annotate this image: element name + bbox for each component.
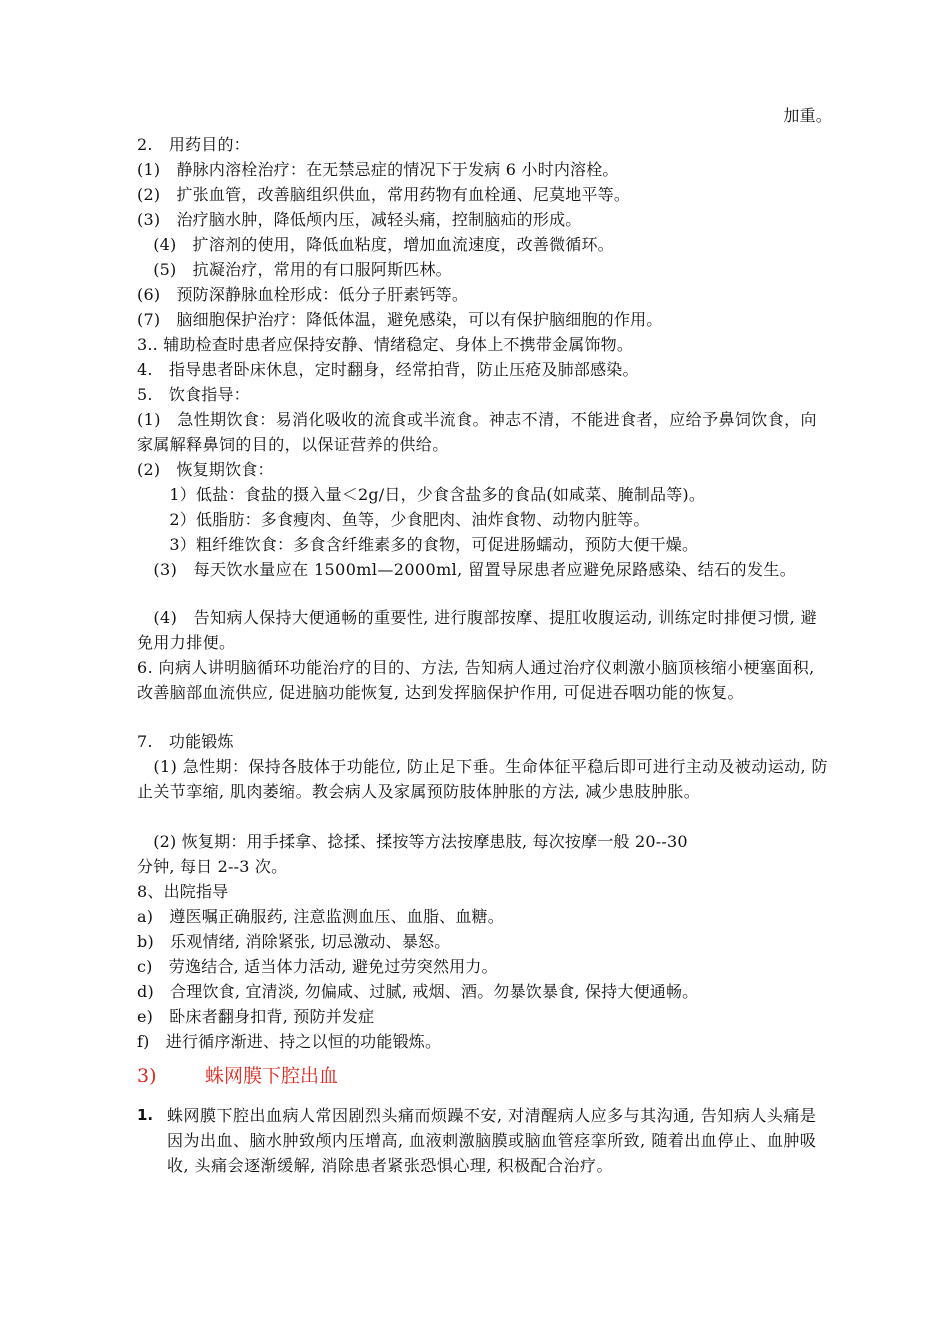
list-item: (1) 静脉内溶栓治疗：在无禁忌症的情况下于发病 6 小时内溶栓。 <box>137 160 619 179</box>
paragraph-text: 蛛网膜下腔出血病人常因剧烈头痛而烦躁不安, 对清醒病人应多与其沟通, 告知病人头痛是因为出血、脑水肿致颅内压增高, 血液刺激脑膜或脑血管痉挛所致, 随着出血停止、血肿吸收, 头痛会逐渐缓解, 消除患者紧张恐惧心理, 积极配合治疗。 <box>167 1106 817 1175</box>
list-item: 分钟, 每日 2--3 次。 <box>137 857 288 876</box>
list-item: f) 进行循序渐进、持之以恒的功能锻炼。 <box>137 1032 442 1051</box>
list-item: 1）低盐：食盐的摄入量＜2g/日，少食含盐多的食品(如咸菜、腌制品等)。 <box>137 485 706 504</box>
item-heading-exercise: 7. 功能锻炼 <box>137 732 234 751</box>
list-item: (2) 恢复期：用手揉拿、捻揉、揉按等方法按摩患肢, 每次按摩一般 20--30 <box>137 832 688 851</box>
list-item: 3）粗纤维饮食：多食含纤维素多的食物，可促进肠蠕动，预防大便干燥。 <box>137 535 699 554</box>
paragraph-acute-diet: (1) 急性期饮食：易消化吸收的流食或半流食。神志不清，不能进食者，应给予鼻饲饮食，向家属解释鼻饲的目的，以保证营养的供给。 <box>137 410 817 454</box>
paragraph-number: 1. <box>137 1106 154 1124</box>
item-heading-discharge: 8、出院指导 <box>137 882 229 901</box>
item-heading-diet: 5. 饮食指导： <box>137 385 250 404</box>
list-item: 2）低脂肪：多食瘦肉、鱼等，少食肥肉、油炸食物、动物内脏等。 <box>137 510 650 529</box>
list-item: (2) 扩张血管，改善脑组织供血，常用药物有血栓通、尼莫地平等。 <box>137 185 631 204</box>
list-item: c) 劳逸结合, 适当体力活动, 避免过劳突然用力。 <box>137 957 498 976</box>
list-item: (5) 抗凝治疗，常用的有口服阿斯匹林。 <box>137 260 452 279</box>
list-item: (4) 扩溶剂的使用，降低血粘度，增加血流速度，改善微循环。 <box>137 235 614 254</box>
paragraph-bowel: (4) 告知病人保持大便通畅的重要性, 进行腹部按摩、提肛收腹运动, 训练定时排便习惯, 避免用力排便。 <box>137 608 817 652</box>
list-item: (3) 治疗脑水肿，降低颅内压，减轻头痛，控制脑疝的形成。 <box>137 210 582 229</box>
list-item: (7) 脑细胞保护治疗：降低体温，避免感染，可以有保护脑细胞的作用。 <box>137 310 663 329</box>
list-item: (6) 预防深静脉血栓形成：低分子肝素钙等。 <box>137 285 469 304</box>
paragraph-acute-exercise: (1) 急性期：保持各肢体于功能位, 防止足下垂。生命体征平稳后即可进行主动及被动运动, 防止关节挛缩, 肌肉萎缩。教会病人及家属预防肢体肿胀的方法, 减少患肢肿胀。 <box>137 757 828 801</box>
section-number: 3) <box>137 1065 157 1087</box>
list-item: d) 合理饮食, 宜清淡, 勿偏咸、过腻, 戒烟、酒。勿暴饮暴食, 保持大便通畅。 <box>137 982 699 1001</box>
item-heading-medication-purpose: 2. 用药目的： <box>137 135 250 154</box>
item-auxiliary-exam: 3.. 辅助检查时患者应保持安静、情绪稳定、身体上不携带金属饰物。 <box>137 335 634 354</box>
list-item: e) 卧床者翻身扣背, 预防并发症 <box>137 1007 375 1026</box>
list-item: b) 乐观情绪, 消除紧张, 切忌激动、暴怒。 <box>137 932 451 951</box>
numbered-paragraph <box>137 1103 827 1178</box>
paragraph-brain-circulation: 6. 向病人讲明脑循环功能治疗的目的、方法, 告知病人通过治疗仪刺激小脑顶核缩小梗塞面积, 改善脑部血流供应, 促进脑功能恢复, 达到发挥脑保护作用, 可促进吞咽功能的恢复。 <box>137 658 815 702</box>
paragraph-water-intake: (3) 每天饮水量应在 1500ml—2000ml, 留置导尿患者应避免尿路感染、结石的发生。 <box>137 560 797 579</box>
list-item: a) 遵医嘱正确服药, 注意监测血压、血脂、血糖。 <box>137 907 504 926</box>
section-heading <box>137 1063 338 1089</box>
section-title: 蛛网膜下腔出血 <box>205 1065 339 1087</box>
continued-text: 加重。 <box>783 106 832 125</box>
item-bed-rest: 4. 指导患者卧床休息，定时翻身，经常拍背，防止压疮及肺部感染。 <box>137 360 639 379</box>
list-item: (2) 恢复期饮食： <box>137 460 274 479</box>
